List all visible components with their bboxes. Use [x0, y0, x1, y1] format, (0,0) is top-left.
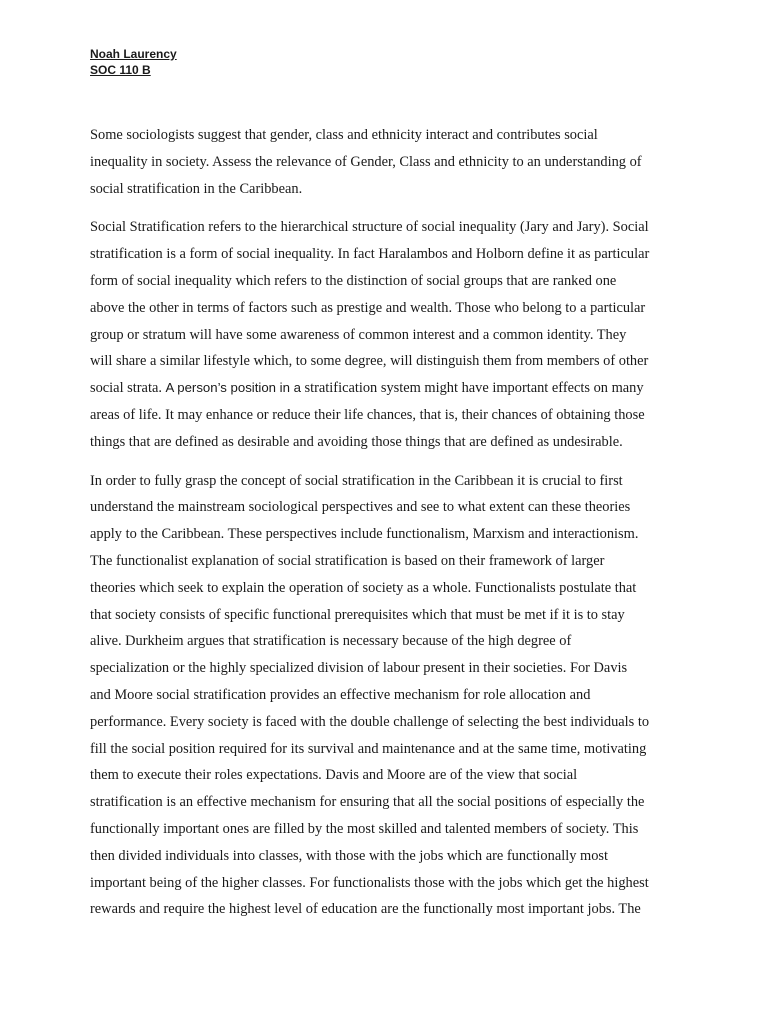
- text-line: things that are defined as desirable and avoiding those things that are defined as undesirable.: [90, 433, 623, 450]
- text-line: Some sociologists suggest that gender, class and ethnicity interact and contributes social: [90, 127, 598, 143]
- text-line: performance. Every society is faced with the double challenge of selecting the best individuals to: [90, 713, 650, 730]
- document-header: [90, 46, 177, 78]
- text-line: functionally important ones are filled by the most skilled and talented members of society. This: [90, 820, 639, 837]
- text-line: will share a similar lifestyle which, to some degree, will distinguish them from members of other: [90, 353, 649, 370]
- text-line: group or stratum will have some awareness of common interest and a common identity. They: [90, 326, 627, 343]
- text-line: important being of the higher classes. For functionalists those with the jobs which get the highest: [90, 874, 649, 891]
- text-line: theories which seek to explain the operation of society as a whole. Functionalists postulate that: [90, 579, 637, 596]
- essay-body: [90, 122, 690, 935]
- text-line: apply to the Caribbean. These perspectives include functionalism, Marxism and interactionism.: [90, 526, 639, 543]
- text-line: rewards and require the highest level of education are the functionally most important jobs. The: [90, 901, 641, 918]
- text-line: areas of life. It may enhance or reduce their life chances, that is, their chances of obtaining those: [90, 406, 645, 423]
- text-line: In order to fully grasp the concept of social stratification in the Caribbean it is crucial to first: [90, 472, 623, 489]
- definition-paragraph: [90, 214, 690, 455]
- text-line: that society consists of specific functional prerequisites which that must be met if it is to stay: [90, 606, 625, 623]
- text-line: form of social inequality which refers to the distinction of social groups that are ranked one: [90, 272, 617, 289]
- different-font-segment: A person’s position in a: [165, 380, 301, 396]
- text-line: and Moore social stratification provides an effective mechanism for role allocation and: [90, 686, 591, 703]
- course-code: SOC 110 B: [90, 63, 151, 77]
- text-segment: social strata.: [90, 380, 166, 397]
- text-line: social stratification in the Caribbean.: [90, 180, 303, 197]
- text-line: understand the mainstream sociological perspectives and see to what extent can these theories: [90, 499, 631, 516]
- essay-question-paragraph: [90, 122, 690, 202]
- text-line: specialization or the highly specialized division of labour present in their societies. For Davis: [90, 660, 628, 677]
- text-line: Social Stratification refers to the hierarchical structure of social inequality (Jary and Jary). Social: [90, 219, 649, 236]
- mixed-font-line: [90, 375, 690, 402]
- text-line: above the other in terms of factors such as prestige and wealth. Those who belong to a particular: [90, 299, 646, 316]
- text-line: alive. Durkheim argues that stratification is necessary because of the high degree of: [90, 633, 572, 650]
- text-line: stratification is a form of social inequality. In fact Haralambos and Holborn define it as particular: [90, 246, 650, 263]
- text-line: them to execute their roles expectations. Davis and Moore are of the view that social: [90, 767, 578, 784]
- text-segment: stratification system might have important effects on many: [300, 380, 644, 397]
- functionalism-paragraph: [90, 468, 690, 924]
- text-line: stratification is an effective mechanism for ensuring that all the social positions of especially the: [90, 794, 645, 811]
- author-name: Noah Laurency: [90, 47, 177, 61]
- text-line: then divided individuals into classes, with those with the jobs which are functionally most: [90, 847, 608, 864]
- text-line: inequality in society. Assess the relevance of Gender, Class and ethnicity to an understanding of: [90, 153, 642, 170]
- text-line: The functionalist explanation of social stratification is based on their framework of larger: [90, 552, 605, 569]
- text-line: fill the social position required for its survival and maintenance and at the same time, motivating: [90, 740, 647, 757]
